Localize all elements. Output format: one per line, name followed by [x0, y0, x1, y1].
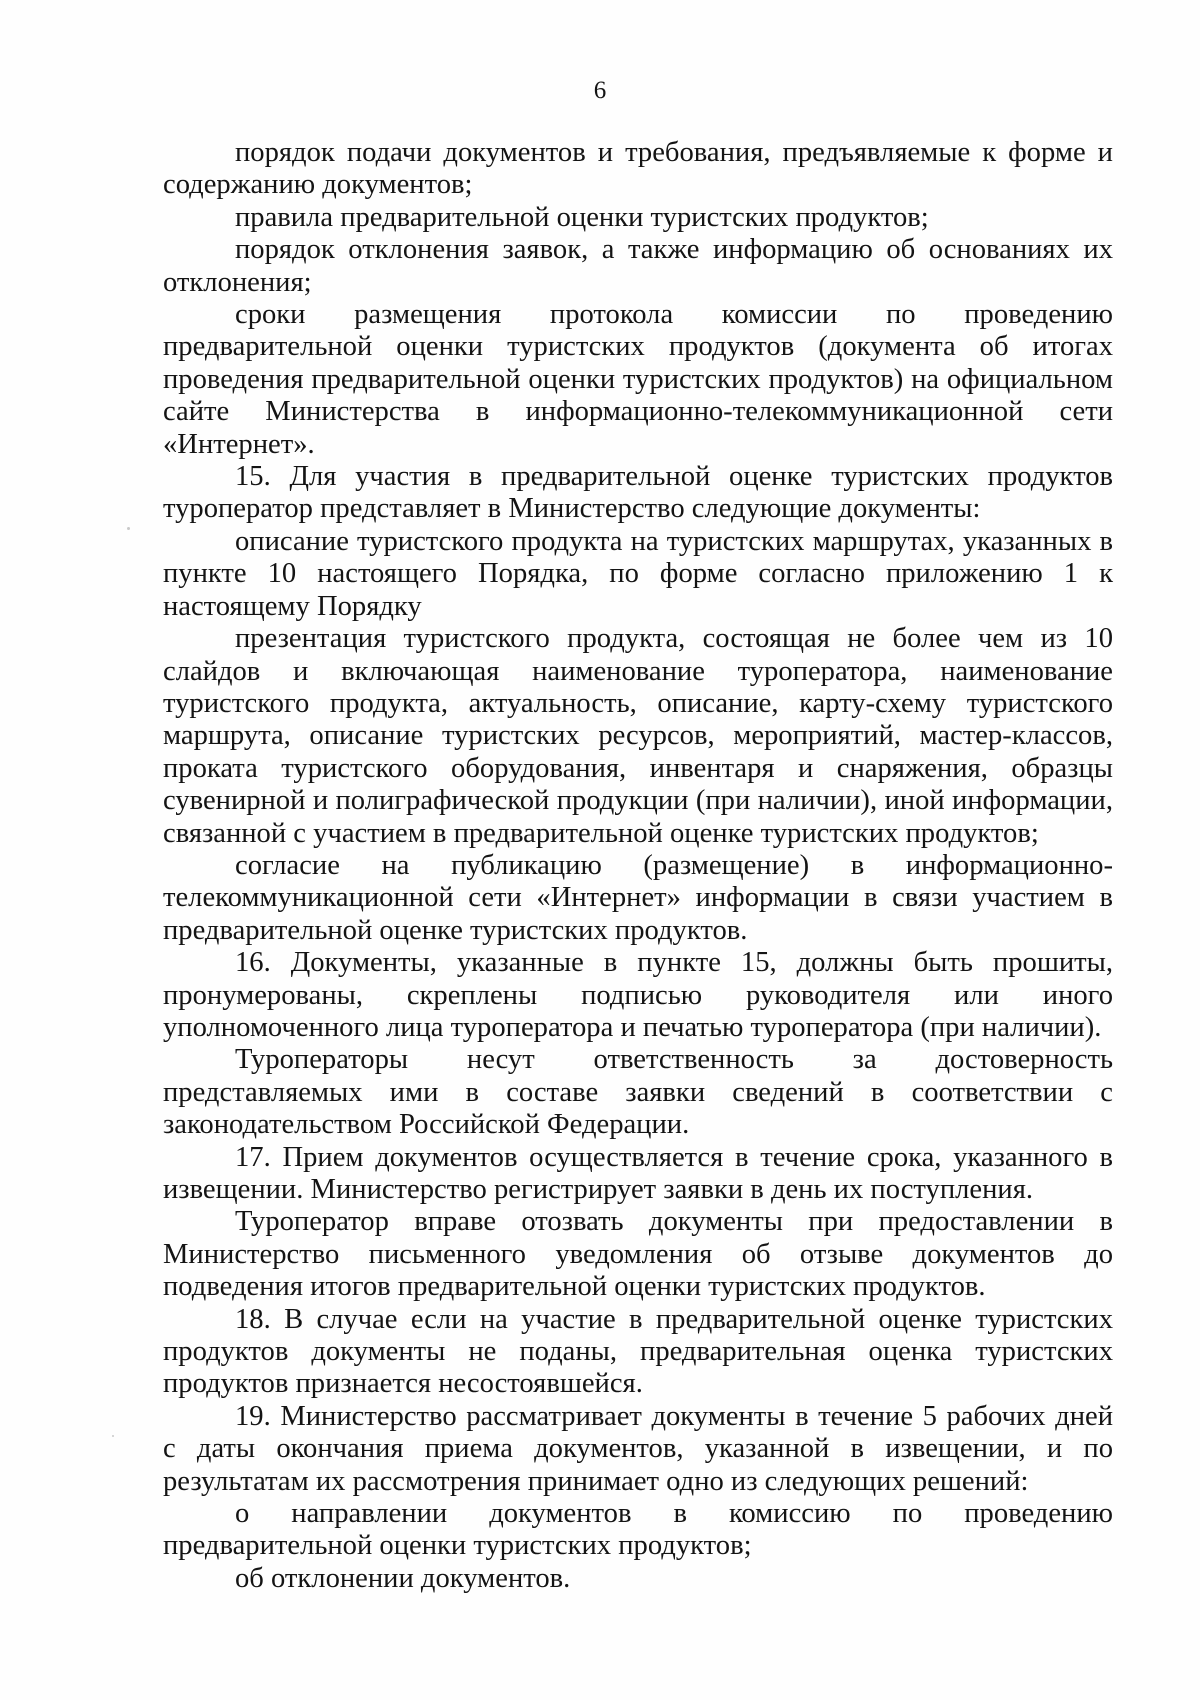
- paragraph-publication-consent: согласие на публикацию (размещение) в информационно-телекоммуникационной сети «Интернет» информации в связи участием в предварительной оценке туристских продуктов.: [163, 849, 1113, 946]
- scan-speck-mark: [127, 527, 130, 530]
- paragraph-operator-responsibility: Туроператоры несут ответственность за достоверность представляемых ими в составе заявки сведений в соответствии с законодательством Российской Федерации.: [163, 1044, 1113, 1141]
- paragraph-referral-decision: о направлении документов в комиссию по проведению предварительной оценки туристских продуктов;: [163, 1498, 1113, 1562]
- paragraph-rejection-decision: об отклонении документов.: [235, 1562, 571, 1594]
- paragraph-product-description: описание туристского продукта на туристских маршрутах, указанных в пункте 10 настоящего Порядка, по форме согласно приложению 1 к настоящему Порядку: [163, 525, 1113, 622]
- paragraph-product-presentation: презентация туристского продукта, состоящая не более чем из 10 слайдов и включающая наименование туроператора, наименование туристского продукта, актуальность, описание, карту-схему туристского маршрута, описание туристских ресурсов, мероприятий, мастер-классов, проката туристского оборудования, инвентаря и снаряжения, образцы сувенирной и полиграфической продукции (при наличии), иной информации, связанной с участием в предварительной оценке туристских продуктов;: [163, 623, 1113, 849]
- paragraph-evaluation-rules: правила предварительной оценки туристских продуктов;: [235, 201, 929, 233]
- paragraph-item-17: 17. Прием документов осуществляется в течение срока, указанного в извещении. Министерство регистрирует заявки в день их поступления.: [163, 1141, 1113, 1205]
- paragraph-item-19: 19. Министерство рассматривает документы в течение 5 рабочих дней с даты окончания приема документов, указанной в извещении, и по результатам их рассмотрения принимает одно из следующих решений:: [163, 1400, 1113, 1497]
- paragraph-protocol-publication: сроки размещения протокола комиссии по проведению предварительной оценки туристских продуктов (документа об итогах проведения предварительной оценки туристских продуктов) на официальном сайте Министерства в информационно-телекоммуникационной сети «Интернет».: [163, 299, 1113, 460]
- page-number: 6: [593, 77, 607, 104]
- document-body: [163, 137, 1113, 1595]
- paragraph-document-submission-order: порядок подачи документов и требования, предъявляемые к форме и содержанию документов;: [163, 137, 1113, 201]
- scan-speck-mark: [112, 1435, 114, 1437]
- paragraph-item-16: 16. Документы, указанные в пункте 15, должны быть прошиты, пронумерованы, скреплены подписью руководителя или иного уполномоченного лица туроператора и печатью туроператора (при наличии).: [163, 947, 1113, 1043]
- paragraph-rejection-order: порядок отклонения заявок, а также информацию об основаниях их отклонения;: [163, 234, 1113, 298]
- paragraph-item-15: 15. Для участия в предварительной оценке туристских продуктов туроператор представляет в Министерство следующие документы:: [163, 461, 1113, 525]
- paragraph-item-18: 18. В случае если на участие в предварительной оценке туристских продуктов документы не поданы, предварительная оценка туристских продуктов признается несостоявшейся.: [163, 1303, 1113, 1400]
- paragraph-document-withdrawal: Туроператор вправе отозвать документы при предоставлении в Министерство письменного уведомления об отзыве документов до подведения итогов предварительной оценки туристских продуктов.: [163, 1206, 1113, 1303]
